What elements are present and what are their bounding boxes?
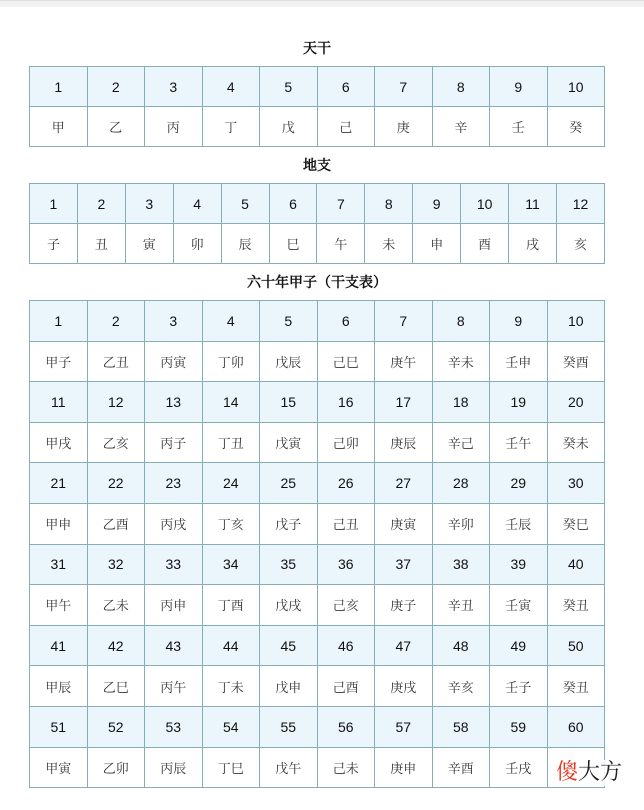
- jiazi-number-row: [30, 301, 605, 342]
- jiazi-name-cell: 丁酉: [202, 585, 260, 626]
- tiangan-name-cell: 己: [317, 107, 375, 147]
- dizhi-name-cell: 酉: [461, 224, 509, 264]
- jiazi-name-cell: 丙辰: [145, 747, 203, 788]
- tiangan-number-cell: 1: [30, 67, 88, 107]
- jiazi-name-cell: 癸巳: [547, 503, 605, 544]
- tiangan-number-cell: 3: [145, 67, 203, 107]
- tiangan-name-row: [30, 107, 605, 147]
- jiazi-number-cell: 53: [145, 706, 203, 747]
- jiazi-name-cell: 甲午: [30, 585, 88, 626]
- watermark-logo: [554, 760, 624, 786]
- tiangan-name-cell: 戊: [260, 107, 318, 147]
- jiazi-number-cell: 21: [30, 463, 88, 504]
- watermark-red-char: 傻: [556, 760, 579, 785]
- jiazi-name-cell: 丙申: [145, 585, 203, 626]
- jiazi-number-row: [30, 544, 605, 585]
- jiazi-name-cell: 甲戌: [30, 422, 88, 463]
- jiazi-name-cell: 庚寅: [375, 503, 433, 544]
- jiazi-number-cell: 12: [87, 382, 145, 423]
- tiangan-number-row: [30, 67, 605, 107]
- jiazi-number-cell: 37: [375, 544, 433, 585]
- dizhi-table: [29, 183, 605, 264]
- tiangan-number-cell: 9: [490, 67, 548, 107]
- dizhi-number-cell: 10: [461, 184, 509, 224]
- jiazi-number-cell: 56: [317, 706, 375, 747]
- jiazi-number-cell: 9: [490, 301, 548, 342]
- dizhi-name-cell: 辰: [221, 224, 269, 264]
- jiazi-name-cell: 庚戌: [375, 666, 433, 707]
- jiazi-name-cell: 庚午: [375, 341, 433, 382]
- jiazi-name-cell: 壬寅: [490, 585, 548, 626]
- jiazi-name-cell: 壬午: [490, 422, 548, 463]
- jiazi-title: 六十年甲子（干支表）: [247, 275, 387, 291]
- jiazi-number-row: [30, 625, 605, 666]
- jiazi-name-cell: 辛卯: [432, 503, 490, 544]
- jiazi-number-cell: 14: [202, 382, 260, 423]
- jiazi-table: [29, 300, 605, 788]
- jiazi-name-cell: 己亥: [317, 585, 375, 626]
- tiangan-name-cell: 癸: [547, 107, 605, 147]
- jiazi-name-cell: 甲寅: [30, 747, 88, 788]
- jiazi-number-cell: 54: [202, 706, 260, 747]
- jiazi-name-cell: 壬戌: [490, 747, 548, 788]
- jiazi-name-cell: 丙子: [145, 422, 203, 463]
- tiangan-number-cell: 7: [375, 67, 433, 107]
- dizhi-name-cell: 午: [317, 224, 365, 264]
- jiazi-number-cell: 40: [547, 544, 605, 585]
- jiazi-name-cell: 庚子: [375, 585, 433, 626]
- tiangan-number-cell: 6: [317, 67, 375, 107]
- jiazi-name-cell: 壬子: [490, 666, 548, 707]
- jiazi-name-cell: 癸酉: [547, 341, 605, 382]
- jiazi-name-cell: 庚辰: [375, 422, 433, 463]
- jiazi-number-cell: 45: [260, 625, 318, 666]
- dizhi-number-cell: 5: [221, 184, 269, 224]
- jiazi-number-cell: 13: [145, 382, 203, 423]
- jiazi-name-cell: 乙丑: [87, 341, 145, 382]
- jiazi-number-cell: 2: [87, 301, 145, 342]
- jiazi-number-cell: 48: [432, 625, 490, 666]
- dizhi-name-cell: 丑: [77, 224, 125, 264]
- jiazi-name-cell: 甲子: [30, 341, 88, 382]
- jiazi-name-cell: 壬辰: [490, 503, 548, 544]
- jiazi-number-cell: 58: [432, 706, 490, 747]
- jiazi-number-cell: 39: [490, 544, 548, 585]
- dizhi-name-cell: 巳: [269, 224, 317, 264]
- dizhi-name-row: [30, 224, 605, 264]
- jiazi-number-cell: 38: [432, 544, 490, 585]
- jiazi-number-cell: 11: [30, 382, 88, 423]
- dizhi-title: 地支: [303, 158, 331, 174]
- jiazi-name-cell: 戊子: [260, 503, 318, 544]
- jiazi-number-cell: 6: [317, 301, 375, 342]
- jiazi-name-cell: 癸丑: [547, 666, 605, 707]
- jiazi-name-cell: 己未: [317, 747, 375, 788]
- jiazi-number-cell: 31: [30, 544, 88, 585]
- jiazi-name-cell: 壬申: [490, 341, 548, 382]
- jiazi-name-cell: 乙酉: [87, 503, 145, 544]
- jiazi-name-cell: 己卯: [317, 422, 375, 463]
- jiazi-number-cell: 51: [30, 706, 88, 747]
- jiazi-number-row: [30, 706, 605, 747]
- jiazi-name-cell: 戊戌: [260, 585, 318, 626]
- dizhi-number-cell: 1: [30, 184, 78, 224]
- jiazi-number-cell: 50: [547, 625, 605, 666]
- jiazi-number-row: [30, 382, 605, 423]
- jiazi-name-cell: 戊辰: [260, 341, 318, 382]
- tiangan-name-cell: 辛: [432, 107, 490, 147]
- jiazi-number-cell: 33: [145, 544, 203, 585]
- jiazi-name-cell: 丁未: [202, 666, 260, 707]
- jiazi-number-cell: 17: [375, 382, 433, 423]
- jiazi-name-cell: 辛未: [432, 341, 490, 382]
- tiangan-name-cell: 壬: [490, 107, 548, 147]
- jiazi-name-cell: 戊寅: [260, 422, 318, 463]
- jiazi-number-cell: 30: [547, 463, 605, 504]
- jiazi-name-cell: 辛酉: [432, 747, 490, 788]
- tiangan-number-cell: 2: [87, 67, 145, 107]
- jiazi-number-cell: 41: [30, 625, 88, 666]
- tiangan-table: [29, 66, 605, 147]
- jiazi-name-cell: 己酉: [317, 666, 375, 707]
- tiangan-name-cell: 丁: [202, 107, 260, 147]
- dizhi-number-cell: 8: [365, 184, 413, 224]
- jiazi-name-cell: 丁巳: [202, 747, 260, 788]
- jiazi-name-cell: 戊申: [260, 666, 318, 707]
- jiazi-number-cell: 16: [317, 382, 375, 423]
- jiazi-number-cell: 24: [202, 463, 260, 504]
- jiazi-name-cell: 戊午: [260, 747, 318, 788]
- jiazi-number-cell: 46: [317, 625, 375, 666]
- jiazi-number-cell: 3: [145, 301, 203, 342]
- jiazi-name-row: [30, 666, 605, 707]
- tiangan-name-cell: 庚: [375, 107, 433, 147]
- dizhi-number-cell: 11: [509, 184, 557, 224]
- jiazi-number-cell: 23: [145, 463, 203, 504]
- jiazi-name-cell: 丁卯: [202, 341, 260, 382]
- dizhi-name-cell: 亥: [556, 224, 604, 264]
- dizhi-name-cell: 未: [365, 224, 413, 264]
- jiazi-name-cell: 丙戌: [145, 503, 203, 544]
- jiazi-number-cell: 15: [260, 382, 318, 423]
- jiazi-number-cell: 4: [202, 301, 260, 342]
- tiangan-number-cell: 5: [260, 67, 318, 107]
- jiazi-name-cell: 丙寅: [145, 341, 203, 382]
- dizhi-number-cell: 2: [77, 184, 125, 224]
- jiazi-name-row: [30, 585, 605, 626]
- jiazi-number-cell: 8: [432, 301, 490, 342]
- jiazi-number-cell: 29: [490, 463, 548, 504]
- jiazi-name-cell: 己丑: [317, 503, 375, 544]
- dizhi-number-cell: 3: [125, 184, 173, 224]
- watermark-dark-chars: 大方: [578, 760, 623, 785]
- dizhi-number-cell: 7: [317, 184, 365, 224]
- tiangan-name-cell: 甲: [30, 107, 88, 147]
- jiazi-name-cell: 丁亥: [202, 503, 260, 544]
- jiazi-name-cell: 乙未: [87, 585, 145, 626]
- tiangan-number-cell: 10: [547, 67, 605, 107]
- jiazi-number-cell: 42: [87, 625, 145, 666]
- dizhi-number-cell: 6: [269, 184, 317, 224]
- tiangan-number-cell: 8: [432, 67, 490, 107]
- jiazi-number-cell: 60: [547, 706, 605, 747]
- jiazi-name-row: [30, 422, 605, 463]
- jiazi-number-cell: 1: [30, 301, 88, 342]
- jiazi-name-cell: 乙卯: [87, 747, 145, 788]
- dizhi-name-cell: 戌: [509, 224, 557, 264]
- jiazi-number-cell: 49: [490, 625, 548, 666]
- jiazi-name-cell: 癸丑: [547, 585, 605, 626]
- tiangan-number-cell: 4: [202, 67, 260, 107]
- jiazi-number-cell: 44: [202, 625, 260, 666]
- jiazi-name-cell: 乙亥: [87, 422, 145, 463]
- jiazi-number-cell: 20: [547, 382, 605, 423]
- jiazi-name-cell: 甲申: [30, 503, 88, 544]
- jiazi-number-row: [30, 463, 605, 504]
- jiazi-name-row: [30, 503, 605, 544]
- dizhi-number-cell: 12: [556, 184, 604, 224]
- dizhi-number-cell: 9: [413, 184, 461, 224]
- jiazi-name-cell: 癸未: [547, 422, 605, 463]
- jiazi-number-cell: 34: [202, 544, 260, 585]
- jiazi-number-cell: 22: [87, 463, 145, 504]
- jiazi-number-cell: 36: [317, 544, 375, 585]
- jiazi-name-row: [30, 341, 605, 382]
- jiazi-name-row: [30, 747, 605, 788]
- jiazi-number-cell: 19: [490, 382, 548, 423]
- jiazi-number-cell: 35: [260, 544, 318, 585]
- jiazi-name-cell: 己巳: [317, 341, 375, 382]
- dizhi-name-cell: 寅: [125, 224, 173, 264]
- jiazi-number-cell: 18: [432, 382, 490, 423]
- jiazi-number-cell: 5: [260, 301, 318, 342]
- jiazi-number-cell: 27: [375, 463, 433, 504]
- dizhi-number-row: [30, 184, 605, 224]
- tiangan-name-cell: 丙: [145, 107, 203, 147]
- top-band: [0, 0, 644, 7]
- jiazi-number-cell: 26: [317, 463, 375, 504]
- jiazi-number-cell: 28: [432, 463, 490, 504]
- jiazi-number-cell: 57: [375, 706, 433, 747]
- jiazi-name-cell: 辛亥: [432, 666, 490, 707]
- jiazi-name-cell: 乙巳: [87, 666, 145, 707]
- jiazi-name-cell: 辛己: [432, 422, 490, 463]
- dizhi-name-cell: 申: [413, 224, 461, 264]
- jiazi-number-cell: 47: [375, 625, 433, 666]
- jiazi-number-cell: 32: [87, 544, 145, 585]
- jiazi-name-cell: 甲辰: [30, 666, 88, 707]
- tiangan-name-cell: 乙: [87, 107, 145, 147]
- jiazi-number-cell: 25: [260, 463, 318, 504]
- jiazi-name-cell: 庚申: [375, 747, 433, 788]
- jiazi-name-cell: 丙午: [145, 666, 203, 707]
- dizhi-number-cell: 4: [173, 184, 221, 224]
- dizhi-name-cell: 卯: [173, 224, 221, 264]
- jiazi-number-cell: 55: [260, 706, 318, 747]
- dizhi-name-cell: 子: [30, 224, 78, 264]
- jiazi-number-cell: 43: [145, 625, 203, 666]
- jiazi-number-cell: 59: [490, 706, 548, 747]
- jiazi-number-cell: 7: [375, 301, 433, 342]
- jiazi-number-cell: 52: [87, 706, 145, 747]
- jiazi-number-cell: 10: [547, 301, 605, 342]
- jiazi-name-cell: 丁丑: [202, 422, 260, 463]
- jiazi-name-cell: 辛丑: [432, 585, 490, 626]
- tiangan-title: 天干: [303, 41, 331, 57]
